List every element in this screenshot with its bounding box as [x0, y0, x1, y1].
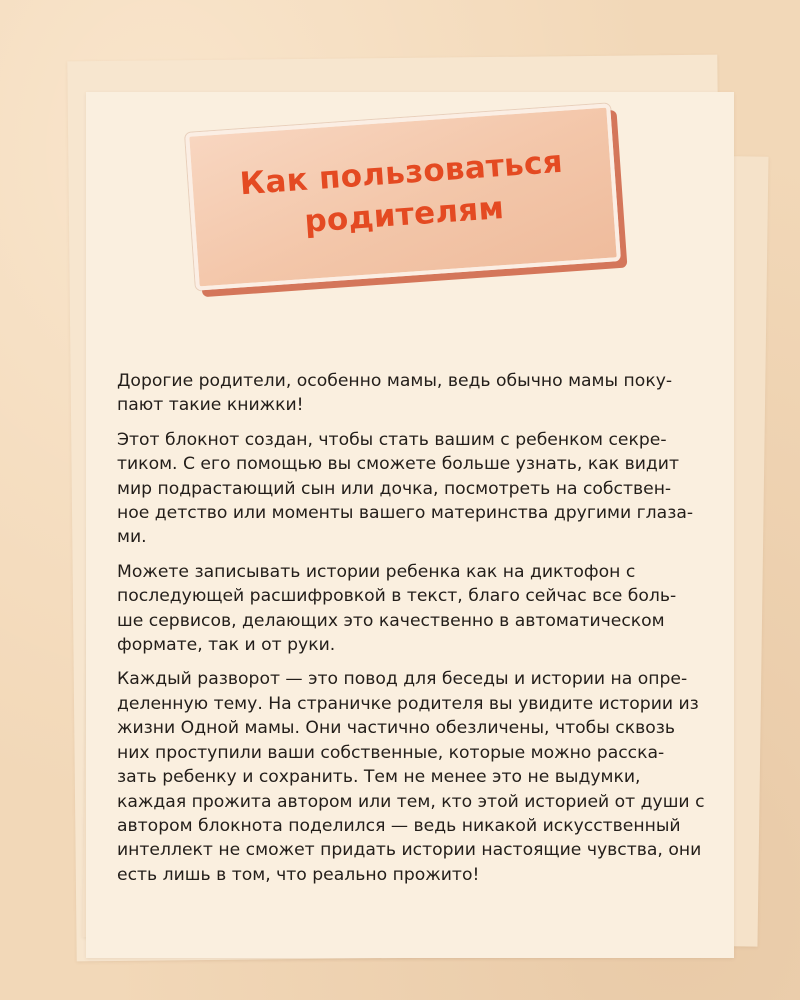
page-title — [191, 138, 614, 251]
paragraph-1: Дорогие родители, особенно мамы, ведь обычно мамы поку- пают такие книжки! — [117, 371, 673, 416]
paragraph-2: Этот блокнот создан, чтобы стать вашим с ребенком секре- тиком. С его помощью вы сможете больше узнать, как видит мир подрастающий сын или дочка, посмотреть на собствен- ное детство или моменты вашего материнства другими глаза- ми. — [117, 429, 694, 548]
title-line-1: Как пользоваться — [238, 143, 564, 203]
title-card — [185, 103, 621, 290]
body-text — [117, 369, 707, 897]
title-line-2: родителям — [303, 190, 506, 240]
paragraph-3: Можете записывать истории ребенка как на диктофон с последующей расшифровкой в текст, благо сейчас все боль- ше сервисов, делающих это качественно в автоматическом формате, так и от руки. — [117, 561, 677, 656]
paragraph-4: Каждый разворот — это повод для беседы и истории на опре- деленную тему. На страничке родителя вы увидите истории из жизни Одной мамы. Они частично обезличены, чтобы сквозь них проступили ваши собственные, которые можно расска- зать ребенку и сохранить. Тем не менее это не выдумки, каждая прожита автором или тем, кто этой историей от души с автором блокнота поделился — ведь никакой искусственный интеллект не сможет придать истории настоящие чувства, они есть лишь в том, что реально прожито! — [117, 669, 705, 885]
